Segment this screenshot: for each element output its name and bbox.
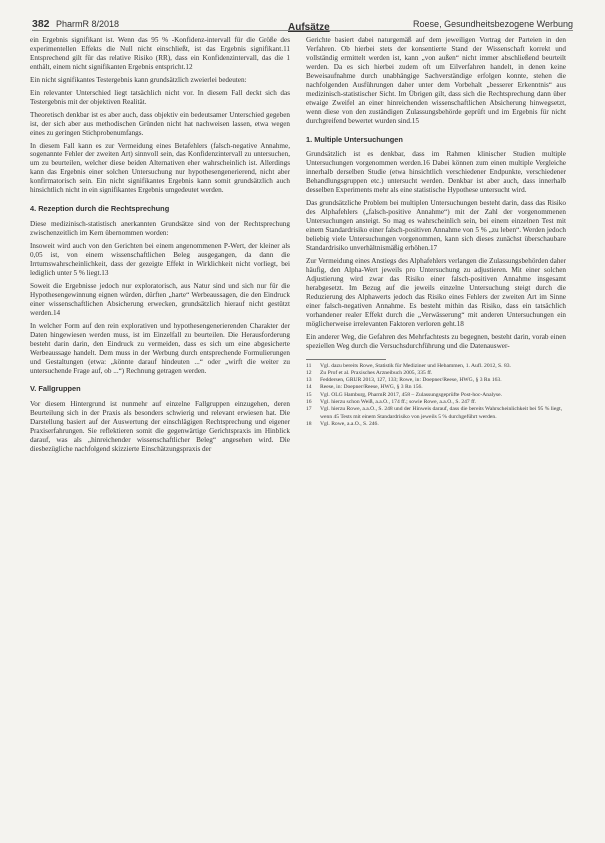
section-label: Aufsätze: [288, 22, 330, 33]
body-paragraph: Ein nicht signifikantes Testergebnis kann grundsätzlich zweierlei bedeuten:: [30, 75, 247, 84]
body-paragraph: Diese medizinisch-statistisch anerkannten Grundsätze sind von der Rechtsprechung zwischenzeitlich im Kern übernommen worden:: [30, 220, 290, 238]
footnote-number: 11: [306, 362, 312, 369]
footnote-text: Vgl. dazu bereits Rowe, Statistik für Mediziner und Hebammen, 1. Aufl. 2012, S. 83.: [320, 362, 511, 369]
body-paragraph: Das grundsätzliche Problem bei multiplen Untersuchungen besteht darin, dass das Risiko des Alphafehlers („falsch-positive Annahme“) mit der Zahl der vorgenommenen Untersuchungen ansteigt. So mag es wahrscheinlich sein, bei einem einzelnen Test mit einem Standardrisiko einer falsch-positiven Annahme von 5 % „zu leben“. Werden jedoch beliebig viele Untersuchungen vorgenommen, kann sich dieses zunächst überschaubare Standardrisiko unverhältnismäßig erhöhen.17: [306, 199, 566, 253]
footnote-text: Vgl. OLG Hamburg, PharmR 2017, 458 – Zulassungsgeprüfte Post-hoc-Analyse.: [320, 391, 502, 398]
body-paragraph: ein Ergebnis signifikant ist. Wenn das 95 % -Konfidenz-intervall für die Größe des experimentellen Effekts die Null nicht einschließt, ist das Ergebnis signifikant.11 Entsprechend gilt für das relative Risiko (RR), dass ein Konfidenzintervall, das die 1 enthält, einem nicht signifikanten Ergebnis entspricht.12: [30, 36, 290, 71]
footnote-rule: [306, 359, 386, 360]
right-column: [306, 36, 566, 428]
body-paragraph: In welcher Form auf den rein explorativen und hypothesengenerierenden Charakter der Daten hingewiesen werden muss, ist im Einzelfall zu beurteilen. Die Herausforderung besteht darin darin, den Eindruck zu vermeiden, dass es sich um eine abgesicherte Werbeaussage handelt. Dem muss in der Werbung durch entsprechende Formulierungen und Gestaltungen (etwa: „könnte darauf hindeuten ...“ oder „wirft die weiter zu untersuchende Frage auf, ob ...“) Rechnung getragen werden.: [30, 321, 290, 375]
body-paragraph: Ein anderer Weg, die Gefahren des Mehrfachtests zu begegnen, besteht darin, vorab einen speziellen Weg durch die Versuchsdurchführung und die Datenauswer-: [306, 332, 566, 350]
header-rule: [32, 30, 573, 31]
body-paragraph: Vor diesem Hintergrund ist nunmehr auf einzelne Fallgruppen einzugehen, deren Beurteilung sich in der Praxis als besonders schwierig und relevant erwiesen hat. Die Darstellung basiert auf der Auswertung der einschlägigen Rechtsprechung und eigener Praxiserfahrungen. Sie reflektieren somit die gegenwärtige Gerichtspraxis im Hinblick darauf, was als „hinreichender wissenschaftlicher Beleg“ angesehen wird. Die diesbezügliche nachfolgend skizzierte Einschätzungspraxis der: [30, 400, 290, 454]
footnote: [306, 370, 566, 377]
footnote-text: Reese, in: Doepner/Reese, HWG, § 3 Rn 156.: [320, 384, 423, 391]
footnote-text: Vgl. Rowe, a.a.O., S. 246.: [320, 420, 379, 427]
body-paragraph: Grundsätzlich ist es denkbar, dass im Rahmen klinischer Studien multiple Untersuchungen vorgenommen werden.16 Dabei können zum einen multiple Vergleiche innerhalb derselben Studie (etwa hinsichtlich verschiedener Endpunkte, verschiedener Behandlungsgruppen etc.) untersucht werden. Denkbar ist aber auch, dass innerhalb desselben Experiments mehr als eine statistische Hypothese untersucht wird.: [306, 150, 566, 195]
footnote-number: 12: [306, 369, 312, 376]
body-paragraph: Ein relevanter Unterschied liegt tatsächlich nicht vor. In diesem Fall deckt sich das Testergebnis mit der objektiven Realität.: [30, 88, 290, 106]
footnote-number: 18: [306, 420, 312, 427]
body-paragraph: Theoretisch denkbar ist es aber auch, dass objektiv ein bedeutsamer Unterschied gegeben ist, der sich aber aus methodischen Gründen nicht hat nachweisen lassen, etwa wegen eines zu geringen Stichprobenumfangs.: [30, 110, 290, 137]
footnote-text: Vgl. hierzu Rowe, a.a.O., S. 248 und der Hinweis darauf, dass die bereits Wahrscheinlichkeit bei 95 % liegt, wenn 45 Tests mit einem Standardrisiko von jeweils 5 % durchgeführt werden.: [320, 406, 563, 420]
footnote-text: Vgl. hierzu schon Weiß, a.a.O., 174 ff.; sowie Rowe, a.a.O., S. 247 ff.: [320, 398, 477, 405]
body-paragraph: Soweit die Ergebnisse jedoch nur exploratorisch, aus Natur sind und sich nur für die Hypothesengewinnung eignen würden, dürften „harte“ Werbeaussagen, die den Eindruck einer wissenschaftlichen Absicherung erwecken, grundsätzlich hierauf nicht gestützt werden.14: [30, 281, 290, 317]
footnote: [306, 406, 566, 421]
footnote-text: Feddersen, GRUR 2013, 127, 133; Rowe, in: Doepner/Reese, HWG, § 3 Rn 163.: [320, 377, 502, 384]
footnote-number: 17: [306, 406, 312, 413]
left-column: [30, 36, 290, 458]
page-number: 382: [32, 18, 50, 30]
section-heading: 4. Rezeption durch die Rechtsprechung: [30, 204, 170, 214]
body-paragraph: Gerichte basiert dabei naturgemäß auf dem jeweiligen Vortrag der Parteien in den Verfahren. Ob hierbei stets der konsentierte Stand der Wissenschaft korrekt und vollständig ermittelt werden ist, kann „von außen“ nicht immer abschließend beurteilt werden. Da es sich hierbei zudem oft um Eilverfahren handelt, in denen keine Beweisaufnahme durch unabhängige Sachverständige erfolgen konnte, stehen die nachfolgenden Ausführungen daher unter dem Vorbehalt „besserer Erkenntnis“ aus medizinisch-statistischer Sicht. Im Übrigen gilt, dass sich die Rechtsprechung dann über etwaige Zweifel an einer hinreichenden wissenschaftlichen Absicherung hinwegsetzt, wenn diese von den zuständigen Zulassungsbehörde geprüft und im Ergebnis für nicht durchgreifend bewertet wurden sind.15: [306, 36, 566, 125]
footnote: [306, 363, 566, 370]
footnote-number: 16: [306, 398, 312, 405]
footnote: [306, 377, 566, 384]
page-header: [32, 15, 573, 37]
footnote: [306, 421, 566, 428]
journal-issue: PharmR 8/2018: [56, 19, 120, 29]
section-heading: 1. Multiple Untersuchungen: [306, 134, 403, 144]
footnote-text: Zu Prof et al. Praxisches Arzneibuch 2005, 335 ff.: [320, 369, 433, 376]
running-title: Roese, Gesundheitsbezogene Werbung: [413, 19, 573, 29]
footnote-number: 15: [306, 391, 312, 398]
body-paragraph: Zur Vermeidung eines Anstiegs des Alphafehlers verlangen die Zulassungsbehörden daher häufig, den Alpha-Wert jeweils pro Untersuchung zu adjustieren. Mit einer solchen Adjustierung wird zwar das Risiko einer falsch-positiven Annahme insgesamt herabgesetzt. Im Bezug auf die jeweils einzelne Untersuchung steigt durch die Reduzierung des Alphawerts jedoch das Risiko eines Fehlers der zweiten Art im Sinne einer falsch-negativen Annahme. Es besteht mithin das Risiko, dass ein tatsächlich vorhandener realer Effekt durch die „Verwässerung“ mit anderen Untersuchungen ein möglicherweise irrelevanten Faktoren verloren geht.18: [306, 256, 566, 328]
body-paragraph: Insoweit wird auch von den Gerichten bei einem angenommenen P-Wert, der kleiner als 0,05 ist, von einem wissenschaftlichen Beleg ausgegangen, da dann die Irrtumswahrscheinlichkeit, dass der gezeigte Effekt in Wirklichkeit nicht vorliegt, bei lediglich unter 5 % liegt.13: [30, 242, 290, 277]
footnote-number: 14: [306, 384, 312, 391]
body-paragraph: In diesem Fall kann es zur Vermeidung eines Betafehlers (falsch-negative Annahme, sogenannte Fehler der zweiten Art) sinnvoll sein, das Konfidenzintervall zu untersuchen, um zu beurteilen, welcher diese beiden Alternativen eher wahrscheinlich ist. Allerdings kann das Ergebnis einer solchen Untersuchung nur hypothesengenerierend, nicht aber konfirmatorisch sein. Ein nicht signifikantes Ergebnis kann somit grundsätzlich auch hinsichtlich nicht in ein signifikantes Ergebnis umgedeutet werden.: [30, 141, 290, 195]
footnote: [306, 392, 566, 399]
footnote-number: 13: [306, 377, 312, 384]
footnote: [306, 384, 566, 391]
section-heading: V. Fallgruppen: [30, 384, 81, 394]
